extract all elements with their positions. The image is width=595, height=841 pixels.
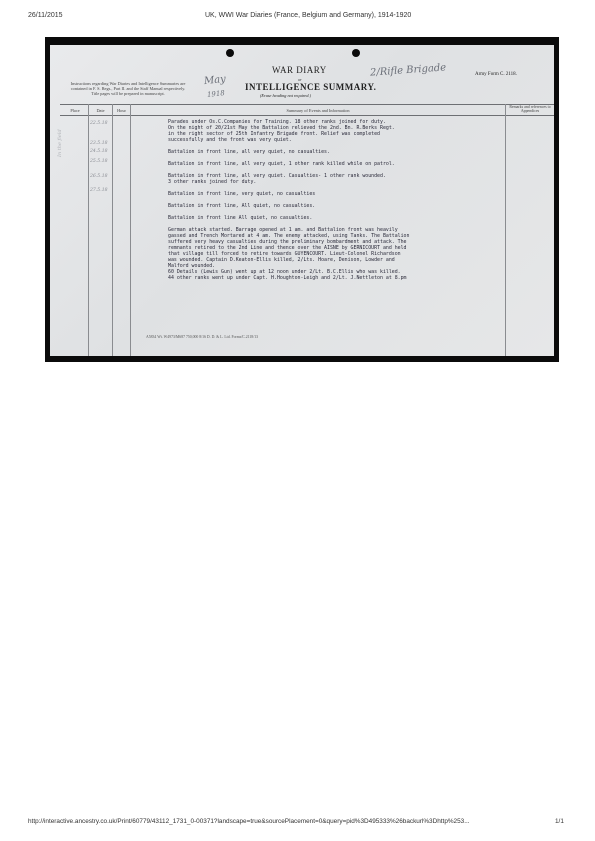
column-divider — [505, 104, 506, 356]
print-title: UK, WWI War Diaries (France, Belgium and Germany), 1914-1920 — [205, 12, 412, 19]
form-title-or: or — [298, 77, 302, 82]
diary-entry: Battalion in front line, very quiet, no casualties — [168, 191, 316, 197]
column-header-remarks: Remarks and references to Appendices — [509, 105, 551, 114]
date-entry: 25.5.18 — [90, 159, 108, 164]
form-title: WAR DIARY — [272, 65, 327, 75]
diary-entry: Parades under Os.C.Companies for Training. 18 other ranks joined for duty. On the night of 20/21st May the Battalion relieved the 2nd. Bn. R.Berks Regt. in the right sector of 25th Infantry Brigade front. Relief was completed successfully and the front was very quiet. — [168, 119, 395, 143]
war-diary-sheet — [50, 45, 554, 356]
diary-entry: Battalion in front line, all very quiet, no casualties. — [168, 149, 330, 155]
header-top-rule — [60, 104, 554, 105]
date-entry: 22.5.18 — [90, 121, 108, 126]
diary-entry: Battalion in front line, all very quiet. Casualties- 1 other rank wounded. 3 other ranks joined for duty. — [168, 173, 386, 185]
column-divider — [88, 104, 89, 356]
date-entry: 23.5.18 — [90, 141, 108, 146]
handwritten-year: 1918 — [206, 89, 226, 99]
handwritten-month: May — [203, 73, 227, 88]
army-form-number: Army Form C. 2118. — [475, 72, 517, 77]
date-entry: 27.5.18 — [90, 188, 108, 193]
diary-entry: German attack started. Barrage opened at 1 am. and Battalion front was heavily gassed and Trench Mortared at 4 am. The enemy attacked, using Tanks. The Battalion suffered very heavy casualties during the preliminary bombardment and attack. The remnants retired to the 2nd Line and thence over the AISNE by GERNICOURT and held that village till forced to retire towards GUYENCOURT. Lieut-Colonel Richardson was wounded. Captain D.Keaton-Ellis killed, 2/Lts. Hoare, Denison, Lowder and Malford wounded. 60 Details (Lewis Gun) went up at 12 noon under 2/Lt. B.C.Ellis who was killed. 44 other ranks went up under Capt. H.Houghton-Leigh and 2/Lt. J.Nettleton at 8.pm — [168, 227, 410, 281]
punch-hole — [352, 49, 360, 57]
erase-note: (Erase heading not required.) — [260, 93, 311, 98]
column-header-summary: Summary of Events and Information — [286, 108, 350, 113]
date-entry: 24.5.18 — [90, 149, 108, 154]
print-url: http://interactive.ancestry.co.uk/Print/60779/43112_1731_0-00371?landscape=true&sourcePlacement=0&query=pid%3D495333%26backurl%3Dhttp%253... — [28, 818, 470, 825]
printer-imprint: A5834 Wt. W4973/M687 750,000 8/16 D. D. & L. Ltd. Forms/C.2118/13 — [146, 335, 259, 339]
column-divider — [130, 104, 131, 356]
diary-entry: Battalion in front line All quiet, no casualties. — [168, 215, 313, 221]
column-header-place: Place — [70, 108, 80, 113]
column-header-hour: Hour — [117, 108, 126, 113]
form-instructions: Instructions regarding War Diaries and Intelligence Summaries are contained in F. S. Regs., Part II. and the Staff Manual respectively. Title pages will be prepared in manuscript. — [70, 81, 186, 97]
form-subtitle: INTELLIGENCE SUMMARY. — [245, 82, 377, 92]
date-entry: 26.5.18 — [90, 174, 108, 179]
column-header-date: Date — [96, 108, 105, 113]
print-date: 26/11/2015 — [28, 12, 63, 19]
diary-entry: Battalion in front line, All quiet, no casualties. — [168, 203, 316, 209]
punch-hole — [226, 49, 234, 57]
print-page-number: 1/1 — [555, 818, 564, 825]
scanned-document — [45, 37, 559, 362]
header-bottom-rule — [60, 115, 554, 116]
date-column — [90, 121, 114, 194]
diary-entries — [168, 119, 493, 287]
handwritten-unit: 2/Rifle Brigade — [369, 62, 447, 79]
place-handwriting: In the field — [57, 129, 63, 157]
diary-entry: Battalion in front line, all very quiet, 1 other rank killed while on patrol. — [168, 161, 395, 167]
